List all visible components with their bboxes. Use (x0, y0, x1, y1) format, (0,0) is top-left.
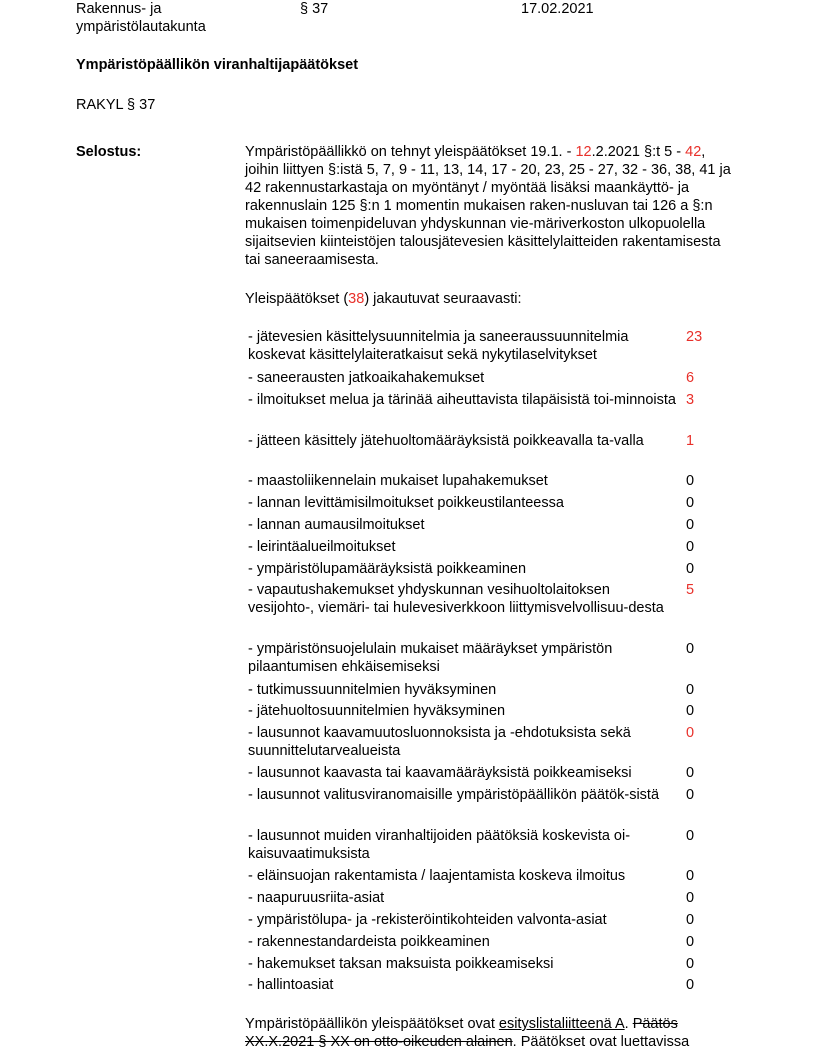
category-count: 0 (686, 868, 695, 884)
category-label: - saneerausten jatkoaikahakemukset (248, 370, 485, 386)
category-label: - hakemukset taksan maksuista poikkeamiseksi (248, 956, 554, 972)
category-count: 0 (686, 765, 695, 781)
category-count: 3 (686, 392, 695, 408)
category-label: - jätehuoltosuunnitelmien hyväksyminen (248, 703, 506, 719)
category-label: - lannan aumausilmoitukset (248, 517, 425, 533)
intro-highlight-12: 12 (575, 144, 592, 160)
category-label: - naapuruusriita-asiat (248, 890, 385, 906)
category-label: - lausunnot kaavasta tai kaavamääräyksistä poikkeamiseksi (248, 765, 632, 781)
category-label: - ympäristönsuojelulain mukaiset määräykset ympäristön pilaantumisen ehkäisemiseksi (248, 641, 613, 675)
category-count: 0 (686, 703, 695, 719)
category-count: 0 (686, 956, 695, 972)
summary-before: Yleispäätökset ( (245, 291, 349, 307)
category-label: - lannan levittämisilmoitukset poikkeustilanteessa (248, 495, 564, 511)
meeting-date: 17.02.2021 (521, 1, 594, 17)
category-label: - hallintoasiat (248, 977, 334, 993)
category-label: - jätevesien käsittelysuunnitelmia ja saneeraussuunnitelmia koskevat käsittelylaiteratkaisut sekä nykytilaselvitykset (248, 329, 629, 363)
intro-text-c: .2.2021 §:t 5 - (591, 144, 682, 160)
category-label: - lausunnot valitusviranomaisille ympäristöpäällikön päätök-sistä (248, 787, 660, 803)
category-label: - tutkimussuunnitelmien hyväksyminen (248, 682, 497, 698)
category-label: - ilmoitukset melua ja tärinää aiheuttavista tilapäisistä toi-minnoista (248, 392, 676, 408)
category-count: 1 (686, 433, 695, 449)
category-count: 0 (686, 495, 695, 511)
summary-line (245, 290, 521, 308)
footer-text-b: . (624, 1016, 633, 1032)
attachment-link[interactable]: esityslistaliitteenä A (498, 1016, 625, 1032)
committee-name: Rakennus- ja ympäristölautakunta (76, 1, 206, 35)
category-label: - jätteen käsittely jätehuoltomääräyksistä poikkeavalla ta-valla (248, 433, 644, 449)
intro-paragraph (245, 143, 735, 269)
footer-text-a: Ympäristöpäällikön yleispäätökset ovat (245, 1016, 499, 1032)
category-count: 0 (686, 725, 695, 741)
category-count: 0 (686, 641, 695, 657)
category-label: - leirintäalueilmoitukset (248, 539, 396, 555)
category-label: - maastoliikennelain mukaiset lupahakemukset (248, 473, 548, 489)
category-count: 5 (686, 582, 695, 598)
selostus-label: Selostus: (76, 144, 142, 160)
struck-text: Päätös XX.X.2021 § XX on otto-oikeuden alainen (245, 1016, 678, 1050)
intro-text-a: Ympäristöpäällikkö on tehnyt yleispäätökset 19.1. - (245, 144, 576, 160)
category-label: - ympäristölupa- ja -rekisteröintikohteiden valvonta-asiat (248, 912, 607, 928)
intro-text-e: , joihin liittyen §:istä 5, 7, 9 - 11, 13, 14, 17 - 20, 23, 25 - 27, 32 - 36, 38, 41 ja 42 rakennustarkastaja on myöntänyt / myöntää lisäksi maankäyttö- ja rakennuslain 125 §:n 1 momentin mukaisen raken-nusluvan tai 126 a §:n mukaisen toimenpideluvan yhdyskunnan vie-märiverkoston ulkopuolella sijaitsevien kiinteistöjen talousjätevesien käsittelylaitteiden rakentamisesta tai saneeraamisesta. (245, 144, 731, 268)
category-count: 0 (686, 517, 695, 533)
section-number: § 37 (300, 1, 329, 17)
summary-count: 38 (348, 291, 365, 307)
document-title: Ympäristöpäällikön viranhaltijapäätökset (76, 57, 359, 73)
category-label: - rakennestandardeista poikkeaminen (248, 934, 490, 950)
category-count: 0 (686, 890, 695, 906)
category-count: 6 (686, 370, 695, 386)
category-count: 0 (686, 682, 695, 698)
category-count: 0 (686, 561, 695, 577)
category-label: - vapautushakemukset yhdyskunnan vesihuoltolaitoksen vesijohto-, viemäri- tai hulevesiverkkoon liittymisvelvollisuu-desta (248, 582, 664, 616)
category-count: 23 (686, 329, 703, 345)
category-count: 0 (686, 787, 695, 803)
category-count: 0 (686, 539, 695, 555)
category-label: - eläinsuojan rakentamista / laajentamista koskeva ilmoitus (248, 868, 626, 884)
footer-text-c: . Päätökset ovat luettavissa (512, 1034, 690, 1050)
category-count: 0 (686, 912, 695, 928)
category-label: - lausunnot muiden viranhaltijoiden päätöksiä koskevista oi-kaisuvaatimuksista (248, 828, 631, 862)
category-label: - ympäristölupamääräyksistä poikkeaminen (248, 561, 527, 577)
intro-highlight-42: 42 (685, 144, 702, 160)
category-count: 0 (686, 934, 695, 950)
reference-code: RAKYL § 37 (76, 97, 156, 113)
summary-after: ) jakautuvat seuraavasti: (364, 291, 522, 307)
category-label: - lausunnot kaavamuutosluonnoksista ja -ehdotuksista sekä suunnittelutarvealueista (248, 725, 631, 759)
category-count: 0 (686, 977, 695, 993)
category-count: 0 (686, 828, 695, 844)
footer-paragraph (245, 1015, 735, 1051)
category-count: 0 (686, 473, 695, 489)
